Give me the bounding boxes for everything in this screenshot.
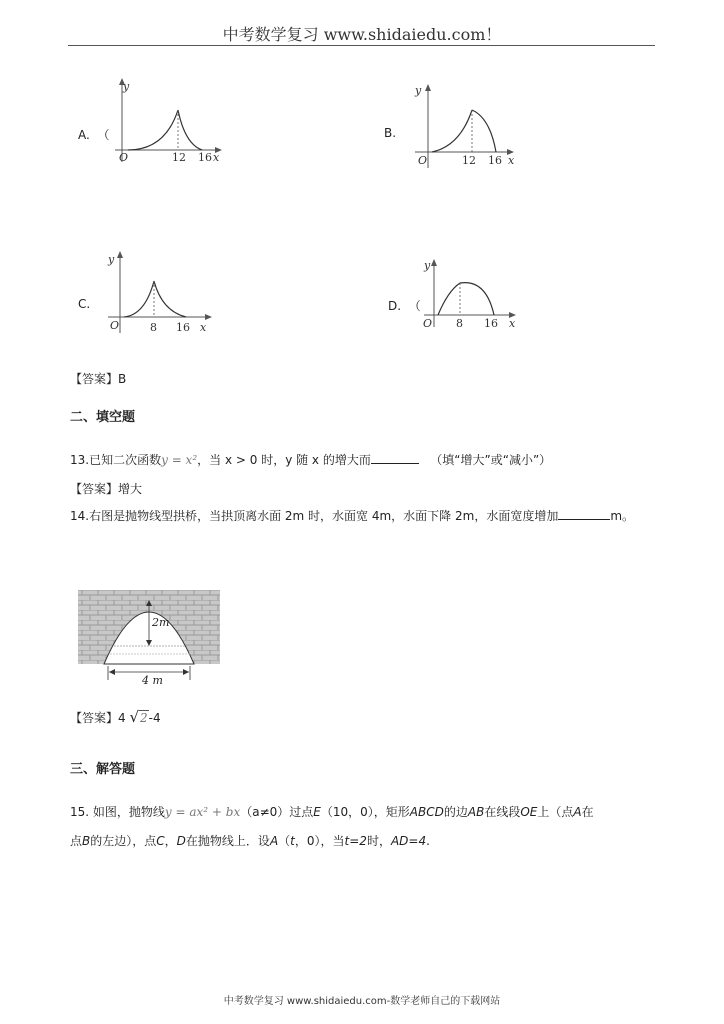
page-header: 中考数学复习 www.shidaiedu.com！ — [222, 25, 502, 44]
curve-fall — [154, 281, 186, 317]
axis-x-label: x — [200, 321, 207, 334]
option-a-label: A. （ — [78, 128, 110, 142]
section-3-title: 三、解答题 — [70, 762, 136, 777]
tick-label-2: 16 — [488, 154, 502, 167]
axis-x-label: x — [508, 154, 515, 167]
axis-x-label: x — [213, 151, 220, 164]
page-footer: 中考数学复习 www.shidaiedu.com-数学老师自己的下载网站 — [223, 996, 501, 1007]
axis-x-label: x — [509, 317, 516, 330]
origin-label: O — [110, 319, 120, 332]
curve-fall — [472, 110, 496, 152]
axis-y-label: y — [108, 253, 115, 266]
curve-rise — [128, 110, 178, 150]
option-a-graph — [110, 72, 230, 172]
q15-formula: y = ax² + bx — [164, 805, 241, 819]
curve-rise — [438, 283, 460, 315]
header-rule — [68, 45, 655, 46]
q12-answer: 【答案】B — [70, 372, 127, 386]
option-b-label: B. — [384, 126, 397, 140]
tick-label-1: 12 — [172, 151, 186, 164]
option-b-graph — [410, 80, 530, 172]
tick-label-2: 16 — [198, 151, 212, 164]
q14-answer: 【答案】4 √2-4 — [70, 708, 161, 726]
axis-y-label: y — [123, 80, 130, 93]
curve-rise — [432, 110, 472, 152]
origin-label: O — [423, 317, 433, 330]
curve-fall — [460, 283, 494, 315]
q13-text: 13.已知二次函数y = x²，当 x > 0 时，y 随 x 的增大而 （填“增大”或“减小”） — [70, 453, 552, 467]
tick-label-2: 16 — [176, 321, 190, 334]
curve-rise — [124, 281, 154, 317]
origin-label: O — [119, 151, 129, 164]
q14-text: 14.右图是抛物线型拱桥，当拱顶离水面 2m 时，水面宽 4m，水面下降 2m，水面宽度增加 m。 — [70, 509, 635, 523]
origin-label: O — [418, 154, 428, 167]
curve-fall — [178, 110, 202, 150]
tick-label-2: 16 — [484, 317, 498, 330]
option-c-graph — [100, 245, 220, 337]
q13-formula: y = x² — [161, 453, 198, 467]
option-d-graph — [420, 255, 525, 335]
tick-label-1: 12 — [462, 154, 476, 167]
width-label: 4 m — [142, 674, 163, 686]
sqrt-radicand: 2 — [140, 711, 148, 725]
tick-label-1: 8 — [456, 317, 463, 330]
q14-blank — [558, 507, 610, 520]
q13-answer: 【答案】增大 — [70, 482, 143, 496]
axis-y-label: y — [415, 84, 422, 97]
q15-line-2: 点B的左边），点C，D在抛物线上．设A（t，0），当t=2时，AD=4. — [70, 834, 430, 848]
arch-bridge-figure — [78, 590, 220, 686]
q13-blank — [371, 451, 419, 464]
section-2-title: 二、填空题 — [70, 410, 136, 425]
axis-y-label: y — [424, 259, 431, 272]
option-c-label: C. — [78, 297, 91, 311]
height-label: 2m — [152, 616, 170, 629]
q15-line-1: 15. 如图，抛物线y = ax² + bx（a≠0）过点E（10，0），矩形ABCD的边AB在线段OE上（点A在 — [70, 805, 594, 819]
tick-label-1: 8 — [150, 321, 157, 334]
option-d-label: D. （ — [388, 299, 421, 313]
